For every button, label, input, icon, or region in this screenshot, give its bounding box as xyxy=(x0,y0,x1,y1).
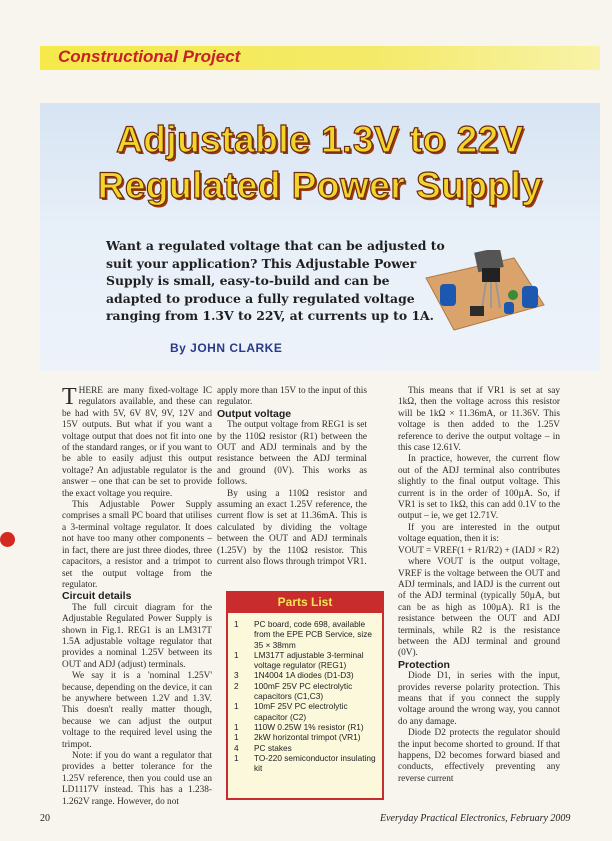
drop-cap: T xyxy=(62,384,77,410)
parts-item: 1 TO-220 semiconductor insulating kit xyxy=(234,752,376,774)
paragraph: If you are interested in the output voltage equation, then it is: xyxy=(398,522,560,545)
paragraph: The output voltage from REG1 is set by the 110Ω resistor (R1) between the OUT and ADJ terminals and by the resistance between the ADJ terminal and ground (0V). This works as follows. xyxy=(217,420,367,488)
paragraph: This means that if VR1 is set at say 1kΩ, then the voltage across this resistor will be 1kΩ × 11.36mA, or 11.36V. This voltage is then added to the 1.25V reference to derive the output voltage – in this case 12.61V. xyxy=(398,386,560,454)
parts-item: 4 PC stakes xyxy=(234,742,292,753)
paragraph: The full circuit diagram for the Adjustable Regulated Power Supply is shown in Fig.1. REG1 is an LM317T 1.5A adjustable voltage regulator that provides a nominal 1.25V between its OUT and ADJ (adjust) terminals. xyxy=(62,602,212,670)
heading-output-voltage: Output voltage xyxy=(217,407,292,420)
title-line-1: Adjustable 1.3V to 22V xyxy=(116,119,524,160)
title-line-2: Regulated Power Supply xyxy=(97,165,543,206)
parts-list-items xyxy=(234,619,378,773)
heading-protection: Protection xyxy=(398,658,450,671)
parts-item: 3 1N4004 1A diodes (D1-D3) xyxy=(234,670,354,681)
parts-item: 1 PC board, code 698, available from the EPE PCB Service, size 35 × 38mm xyxy=(234,619,373,650)
paragraph: HERE are many fixed-voltage IC regulators available, and these can be had with 5V, 6V 8V, 9V, 12V and 15V outputs. But what if you want a voltage output that does not fit into one of the standard ranges, or if you want to be able to easily adjust this output voltage? An adjustable regulator is the answer – one that can be set to provide the exact voltage you require. xyxy=(62,386,212,499)
voltage-equation: VOUT = VREF(1 + R1/R2) + (IADJ × R2) xyxy=(398,545,560,556)
section-label: Constructional Project xyxy=(58,47,241,66)
column-1 xyxy=(62,386,212,808)
paragraph: Diode D2 protects the regulator should the input become shorted to ground. If that happens, D2 becomes forward biased and conducts, effectively preventing any reverse current xyxy=(398,728,560,784)
paragraph: This Adjustable Power Supply comprises a small PC board that utilises a 3-terminal voltage regulator. It does not have too many other components – in fact, there are just three diodes, three capacitors, a resistor and a trimpot to set the output voltage from the regulator. xyxy=(62,500,212,590)
magazine-footer: Everyday Practical Electronics, February 2009 xyxy=(380,813,571,824)
margin-mark xyxy=(0,532,15,547)
paragraph: where VOUT is the output voltage, VREF is the voltage between the OUT and ADJ terminals, and IADJ is the current out of the ADJ terminal (typically 50µA, but can be as high as 100µA). R1 is the resistance between the OUT and ADJ terminals, while R2 is the resistance between the ADJ terminal and ground (0V). xyxy=(398,557,560,659)
parts-item: 1 10mF 25V PC electrolytic capacitor (C2) xyxy=(234,701,348,722)
parts-list-title: Parts List xyxy=(277,595,333,609)
paragraph: By using a 110Ω resistor and assuming an exact 1.25V reference, the current flow is set at 11.36mA. This is calculated by dividing the voltage between the OUT and ADJ terminals (1.25V) by the 110Ω resistor. This current also flows through trimpot VR1. xyxy=(217,488,367,568)
paragraph: In practice, however, the current flow out of the ADJ terminal also contributes slightly to the final output voltage. This current is in the order of 100µA. So, if VR1 is set to 1kΩ, this can add 0.1V to the output – ie, we get 12.71V. xyxy=(398,454,560,522)
pcb-photo xyxy=(418,250,548,335)
page-number: 20 xyxy=(40,813,50,824)
intro-text: Want a regulated voltage that can be adjusted to suit your application? This Adjustable Power Supply is small, easy-to-build and can be adapted to produce a fully regulated voltage ranging from 1.3V to 22V, at currents up to 1A. xyxy=(106,238,445,323)
column-2 xyxy=(217,386,367,569)
parts-item: 1 LM317T adjustable 3-terminal voltage regulator (REG1) xyxy=(234,649,364,671)
paragraph: We say it is a 'nominal 1.25V' because, depending on the device, it can be anywhere between 1.2V and 1.3V. This doesn't really matter though, because we can adjust the output voltage to the required level using the trimpot. xyxy=(62,671,212,750)
paragraph: Note: if you do want a regulator that provides a better tolerance for the 1.25V reference, then you could use an LD1117V instead. This has a 1.238-1.262V range. However, do not xyxy=(62,751,212,807)
column-3 xyxy=(398,386,560,785)
heading-circuit-details: Circuit details xyxy=(62,590,132,603)
parts-item: 1 110W 0.25W 1% resistor (R1) xyxy=(234,721,364,732)
parts-item: 2 100mF 25V PC electrolytic capacitors (C1,C3) xyxy=(234,680,353,702)
paragraph: apply more than 15V to the input of this regulator. xyxy=(217,386,367,408)
parts-item: 1 2kW horizontal trimpot (VR1) xyxy=(234,732,361,743)
byline: By JOHN CLARKE xyxy=(170,341,283,355)
parts-list-box xyxy=(226,591,384,800)
paragraph: Diode D1, in series with the input, provides reverse polarity protection. This means that if you connect the supply voltage around the wrong way, you cannot do any damage. xyxy=(398,671,560,727)
